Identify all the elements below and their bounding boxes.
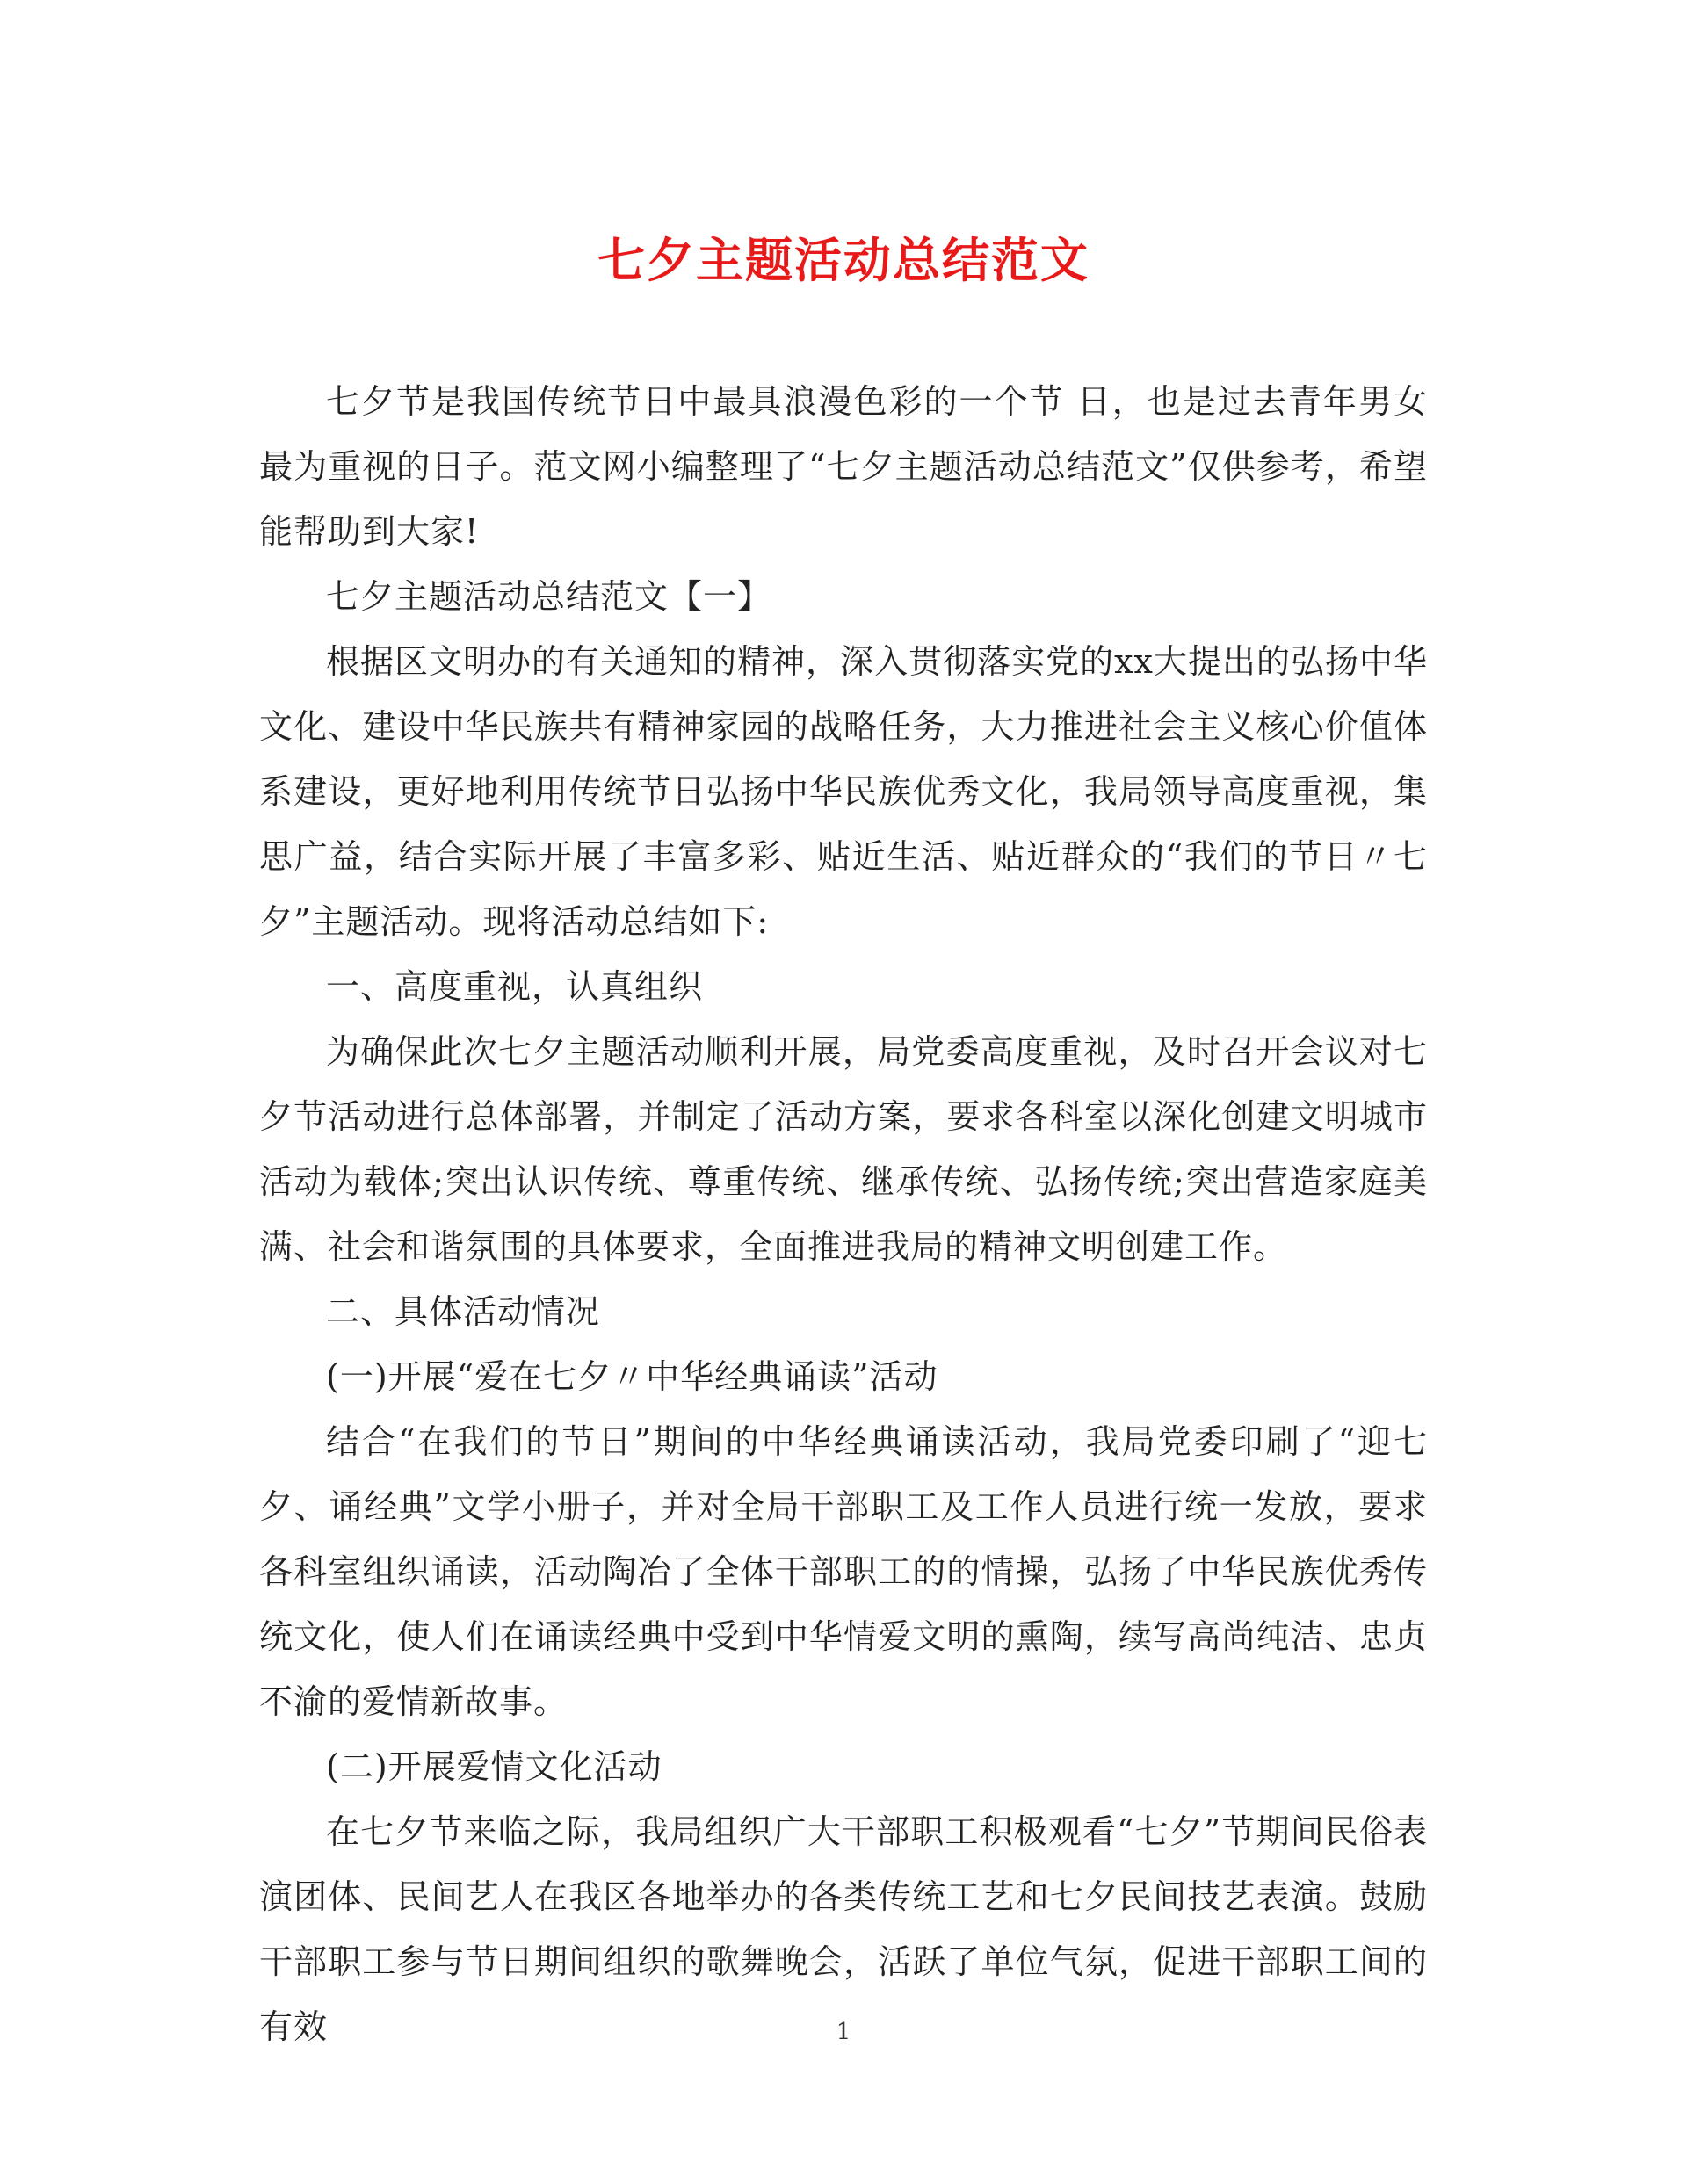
subheading-2: 二、具体活动情况	[326, 1292, 601, 1331]
body-paragraph: 结合“在我们的节日”期间的中华经典诵读活动，我局党委印刷了“迎七夕、诵经典”文学小册子，并对全局干部职工及工作人员进行统一发放，要求各科室组织诵读，活动陶冶了全体干部职工的的情操，弘扬了中华民族优秀传统文化，使人们在诵读经典中受到中华情爱文明的熏陶，续写高尚纯洁、忠贞不渝的爱情新故事。	[259, 1422, 1428, 1721]
subheading-1: 一、高度重视，认真组织	[326, 967, 704, 1006]
document-title: 七夕主题活动总结范文	[597, 232, 1090, 288]
subheading-2-2: (二)开展爱情文化活动	[326, 1747, 662, 1786]
page-number: 1	[836, 2019, 851, 2045]
subheading-2-1: (一)开展“爱在七夕〃中华经典诵读”活动	[326, 1357, 938, 1396]
document-body	[259, 369, 1428, 2059]
section-heading-1: 七夕主题活动总结范文【一】	[326, 577, 772, 616]
body-paragraph: 根据区文明办的有关通知的精神，深入贯彻落实党的xx大提出的弘扬中华文化、建设中华民族共有精神家园的战略任务，大力推进社会主义核心价值体系建设，更好地利用传统节日弘扬中华民族优秀文化，我局领导高度重视，集思广益，结合实际开展了丰富多彩、贴近生活、贴近群众的“我们的节日〃七夕”主题活动。现将活动总结如下:	[259, 642, 1428, 941]
body-paragraph: 为确保此次七夕主题活动顺利开展，局党委高度重视，及时召开会议对七夕节活动进行总体部署，并制定了活动方案，要求各科室以深化创建文明城市活动为载体;突出认识传统、尊重传统、继承传统、弘扬传统;突出营造家庭美满、社会和谐氛围的具体要求，全面推进我局的精神文明创建工作。	[259, 1032, 1428, 1266]
body-paragraph: 在七夕节来临之际，我局组织广大干部职工积极观看“七夕”节期间民俗表演团体、民间艺人在我区各地举办的各类传统工艺和七夕民间技艺表演。鼓励干部职工参与节日期间组织的歌舞晚会，活跃了单位气氛，促进干部职工间的有效	[259, 1812, 1428, 2046]
intro-paragraph: 七夕节是我国传统节日中最具浪漫色彩的一个节 日，也是过去青年男女最为重视的日子。范文网小编整理了“七夕主题活动总结范文”仅供参考，希望能帮助到大家!	[259, 382, 1428, 551]
